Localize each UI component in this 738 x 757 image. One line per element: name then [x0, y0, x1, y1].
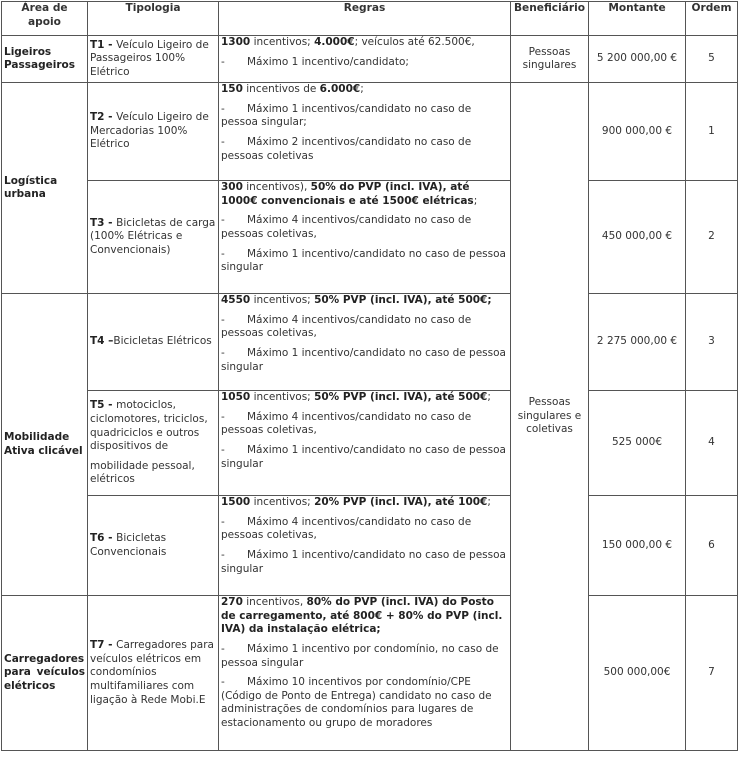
regras-t1: [219, 36, 511, 83]
area-carregadores-word: para: [4, 666, 31, 679]
regras-text: ;: [473, 194, 478, 207]
tipologia-code: T6 -: [90, 532, 117, 545]
area-carregadores-word: Carregadores: [4, 652, 85, 665]
tipologia-label-2: mobilidade pessoal, elétricos: [90, 459, 195, 486]
header-tipologia: Tipologia: [88, 2, 219, 36]
incentives-table: [1, 1, 738, 751]
bullet-text: Máximo 1 incentivo/candidato no caso de pessoa singular: [221, 443, 506, 470]
bullet-dash: -: [221, 55, 225, 68]
ordem-t4: 3: [686, 294, 738, 391]
regras-value: 50% PVP (incl. IVA), até 500€: [314, 391, 488, 404]
table-row-t6: [2, 496, 738, 596]
regras-value: 50% do PVP (incl. IVA), até 1000€ convencionais e até 1500€ elétricas: [221, 181, 474, 207]
regras-count: 1500: [221, 496, 251, 509]
regras-text: ; veículos até 62.500€,: [354, 36, 475, 49]
regras-bullet: [221, 56, 508, 70]
header-regras: Regras: [219, 2, 511, 36]
bullet-text: Máximo 1 incentivo por condomínio, no caso de pessoa singular: [221, 642, 499, 669]
header-beneficiario: Beneficiário: [511, 2, 589, 36]
regras-bullet: [221, 314, 508, 341]
table-row-t7: [2, 596, 738, 751]
regras-t6: [219, 496, 511, 596]
table-row-t4: [2, 294, 738, 391]
regras-text: incentivos,: [242, 596, 307, 609]
tipologia-t7: [88, 596, 219, 751]
bullet-dash: -: [221, 247, 225, 260]
table-row-t2: [2, 83, 738, 181]
tipologia-label: Bicicletas de carga (100% Elétricas e Convencionais): [90, 216, 216, 256]
regras-bullet: [221, 516, 508, 543]
tipologia-label: Veículo Ligeiro de Mercadorias 100% Elétrico: [90, 111, 209, 151]
regras-t5: [219, 391, 511, 496]
regras-bullet: [221, 136, 508, 163]
regras-value: 4.000€: [314, 36, 355, 49]
montante-t7: 500 000,00€: [589, 596, 686, 751]
bullet-dash: -: [221, 313, 225, 326]
montante-t6: 150 000,00 €: [589, 496, 686, 596]
area-mobilidade: Mobilidade Ativa clicável: [2, 294, 88, 596]
bullet-dash: -: [221, 135, 225, 148]
regras-text: ;: [360, 83, 364, 96]
tipologia-code: T5 -: [90, 399, 117, 412]
bullet-text: Máximo 10 incentivos por condomínio/CPE (Código de Ponto de Entrega) candidato no caso de administrações de condomínios para lugares de estacionamento ou grupo de moradores: [221, 676, 492, 729]
regras-text: incentivos;: [250, 36, 315, 49]
bullet-dash: -: [221, 346, 225, 359]
tipologia-t4: [88, 294, 219, 391]
regras-bullet: [221, 411, 508, 438]
bullet-text: Máximo 2 incentivos/candidato no caso de pessoas coletivas: [221, 135, 472, 162]
bullet-dash: -: [221, 548, 225, 561]
regras-text: ;: [487, 391, 491, 404]
regras-count: 150: [221, 83, 243, 96]
tipologia-code: T1 -: [90, 38, 117, 51]
area-carregadores-line2: [4, 666, 85, 680]
ordem-t6: 6: [686, 496, 738, 596]
table-row-t5: [2, 391, 738, 496]
ordem-t5: 4: [686, 391, 738, 496]
bullet-dash: -: [221, 642, 225, 655]
regras-count: 300: [221, 181, 243, 194]
bullet-text: Máximo 4 incentivos/candidato no caso de pessoas coletivas,: [221, 313, 472, 340]
tipologia-label: motociclos, ciclomotores, triciclos, quadriciclos e outros dispositivos de: [90, 399, 208, 453]
montante-t3: 450 000,00 €: [589, 181, 686, 294]
regras-text: incentivos),: [242, 181, 311, 194]
regras-value: 6.000€: [319, 83, 361, 96]
area-carregadores-line3: elétricos: [4, 679, 56, 692]
regras-t2: [219, 83, 511, 181]
area-logistica: Logística urbana: [2, 83, 88, 294]
regras-bullet: [221, 676, 508, 730]
header-area: Área de apoio: [2, 2, 88, 36]
tipologia-code: T2 -: [90, 111, 117, 124]
tipologia-code: T4 –: [90, 335, 114, 348]
regras-count: 4550: [221, 294, 251, 307]
regras-value: 20% PVP (incl. IVA), até 100€: [314, 496, 488, 509]
bullet-dash: -: [221, 214, 225, 227]
tipologia-label: Veículo Ligeiro de Passageiros 100% Elétrico: [90, 38, 209, 78]
regras-bullet: [221, 248, 508, 275]
regras-t7: [219, 596, 511, 751]
beneficiario-singulares-coletivas: Pessoas singulares e coletivas: [511, 83, 589, 751]
regras-count: 270: [221, 596, 243, 609]
tipologia-label: Bicicletas Elétricos: [113, 335, 212, 348]
bullet-text: Máximo 1 incentivo/candidato no caso de pessoa singular: [221, 346, 506, 373]
area-carregadores: [2, 596, 88, 751]
tipologia-label: Bicicletas Convencionais: [90, 532, 167, 558]
bullet-text: Máximo 1 incentivos/candidato no caso de pessoa singular;: [221, 102, 472, 129]
tipologia-t6: [88, 496, 219, 596]
regras-t3: [219, 181, 511, 294]
bullet-text: Máximo 4 incentivos/candidato no caso de pessoas coletivas,: [221, 515, 472, 542]
regras-bullet: [221, 444, 508, 471]
area-ligeiros: Ligeiros Passageiros: [2, 36, 88, 83]
bullet-dash: -: [221, 515, 225, 528]
table-row-t1: [2, 36, 738, 83]
header-ordem: Ordem: [686, 2, 738, 36]
regras-t4: [219, 294, 511, 391]
tipologia-t3: [88, 181, 219, 294]
montante-t5: 525 000€: [589, 391, 686, 496]
tipologia-t1: [88, 36, 219, 83]
montante-t2: 900 000,00 €: [589, 83, 686, 181]
bullet-text: Máximo 4 incentivos/candidato no caso de pessoas coletivas,: [221, 214, 472, 240]
bullet-text: Máximo 1 incentivo/candidato no caso de pessoa singular: [221, 247, 506, 274]
tipologia-code: T7 -: [90, 639, 117, 652]
regras-bullet: [221, 214, 508, 241]
montante-t4: 2 275 000,00 €: [589, 294, 686, 391]
tipologia-code: T3 -: [90, 216, 117, 229]
ordem-t1: 5: [686, 36, 738, 83]
ordem-t3: 2: [686, 181, 738, 294]
ordem-t2: 1: [686, 83, 738, 181]
tipologia-label: Carregadores para veículos elétricos em condomínios multifamiliares com ligação à Rede Mobi.E: [90, 639, 214, 706]
regras-value: 80% do PVP (incl. IVA) do Posto de carregamento, até 800€ + 80% do PVP (incl. IVA) da instalação elétrica;: [221, 596, 503, 636]
regras-value: 50% PVP (incl. IVA), até 500€;: [314, 294, 492, 307]
bullet-dash: -: [221, 410, 225, 423]
regras-text: incentivos;: [250, 294, 315, 307]
bullet-dash: -: [221, 676, 225, 689]
regras-text: incentivos;: [250, 496, 315, 509]
area-carregadores-line1: [4, 653, 85, 667]
table-row-t3: [2, 181, 738, 294]
regras-bullet: [221, 347, 508, 374]
bullet-text: Máximo 1 incentivo/candidato;: [247, 55, 409, 68]
regras-count: 1300: [221, 36, 251, 49]
bullet-text: Máximo 1 incentivo/candidato no caso de pessoa singular: [221, 548, 506, 575]
header-montante: Montante: [589, 2, 686, 36]
beneficiario-singulares: Pessoas singulares: [511, 36, 589, 83]
regras-bullet: [221, 549, 508, 576]
tipologia-t2: [88, 83, 219, 181]
bullet-text: Máximo 4 incentivos/candidato no caso de pessoas coletivas,: [221, 410, 472, 437]
montante-t1: 5 200 000,00 €: [589, 36, 686, 83]
regras-count: 1050: [221, 391, 251, 404]
bullet-dash: -: [221, 102, 225, 115]
header-row: [2, 2, 738, 36]
area-carregadores-word: veículos: [36, 666, 85, 679]
bullet-dash: -: [221, 443, 225, 456]
regras-text: incentivos;: [250, 391, 315, 404]
regras-bullet: [221, 103, 508, 130]
regras-text: ;: [487, 496, 491, 509]
regras-text: incentivos de: [242, 83, 320, 96]
regras-bullet: [221, 643, 508, 670]
tipologia-t5: [88, 391, 219, 496]
ordem-t7: 7: [686, 596, 738, 751]
